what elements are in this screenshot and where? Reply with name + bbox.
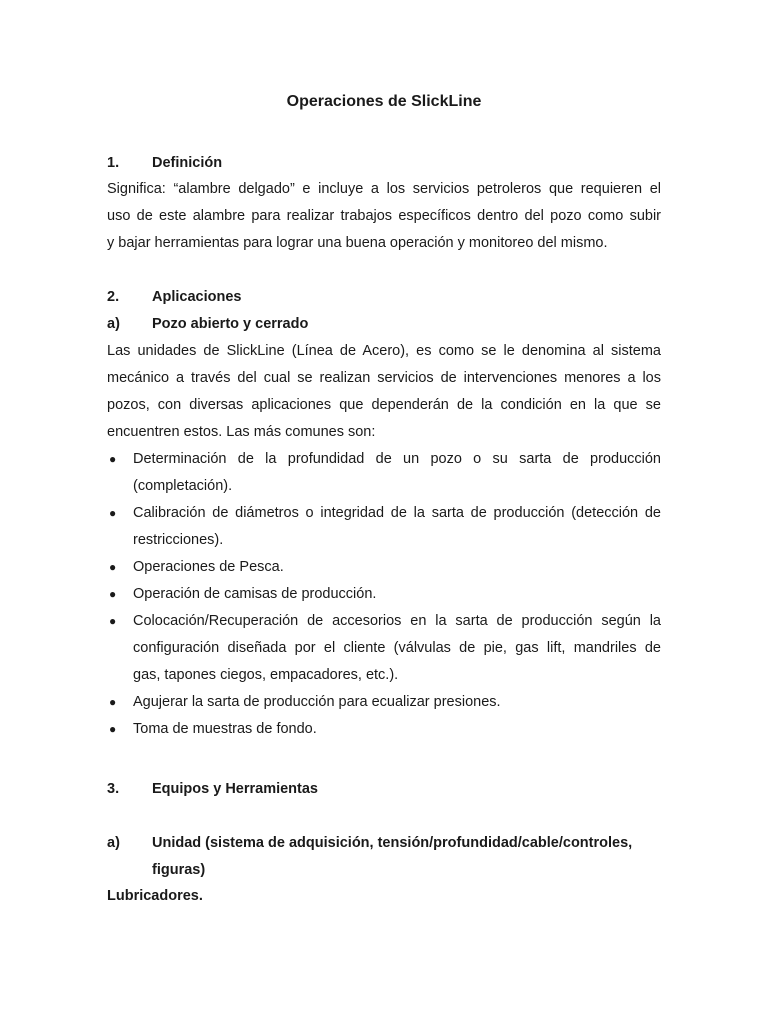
section-2-title: Aplicaciones — [152, 289, 242, 305]
section-3-heading — [107, 780, 661, 798]
section-3a-marker: a) — [107, 835, 120, 851]
list-item-line: configuración diseñada por el cliente (válvulas de pie, gas lift, mandriles de — [133, 640, 661, 656]
bullet-icon: ● — [109, 587, 117, 601]
section-1-title: Definición — [152, 155, 223, 171]
section-2a-title: Pozo abierto y cerrado — [152, 316, 309, 332]
bullet-icon: ● — [109, 614, 117, 628]
section-3-title: Equipos y Herramientas — [152, 781, 318, 797]
section-2-heading — [107, 288, 661, 306]
list-item-line: Operaciones de Pesca. — [133, 559, 284, 575]
list-item — [107, 608, 661, 689]
list-item-line: Operación de camisas de producción. — [133, 586, 377, 602]
list-item-line: Calibración de diámetros o integridad de la sarta de producción (detección de — [133, 505, 661, 521]
list-item-line: restricciones). — [133, 532, 224, 548]
section-2-number: 2. — [107, 289, 120, 305]
paragraph-line: y bajar herramientas para lograr una buena operación y monitoreo del mismo. — [107, 235, 608, 251]
list-item — [107, 446, 661, 500]
lubricators-label: Lubricadores. — [107, 888, 203, 904]
paragraph-line: Significa: “alambre delgado” e incluye a los servicios petroleros que requieren el — [107, 181, 661, 197]
list-item — [107, 689, 661, 716]
section-3a-title — [152, 830, 661, 883]
section-2a-heading — [107, 315, 661, 333]
bullet-icon: ● — [109, 695, 117, 709]
list-item-line: Determinación de la profundidad de un pozo o su sarta de producción — [133, 451, 661, 467]
section-1-number: 1. — [107, 155, 120, 171]
list-item — [107, 716, 661, 743]
section-3a-title-line: figuras) — [152, 861, 206, 878]
list-item-line: (completación). — [133, 478, 233, 494]
section-1-heading — [107, 154, 661, 172]
bullet-icon: ● — [109, 506, 117, 520]
bullet-icon: ● — [109, 560, 117, 574]
document-title: Operaciones de SlickLine — [286, 93, 482, 110]
paragraph-line: uso de este alambre para realizar trabajos específicos dentro del pozo como subir — [107, 208, 661, 224]
list-item-line: gas, tapones ciegos, empacadores, etc.). — [133, 667, 399, 683]
bullet-icon: ● — [109, 722, 117, 736]
section-3a-title-line: Unidad (sistema de adquisición, tensión/profundidad/cable/controles, — [152, 835, 633, 851]
paragraph-line: pozos, con diversas aplicaciones que dependerán de la condición en la que se — [107, 397, 661, 413]
paragraph-line: mecánico a través del cual se realizan servicios de intervenciones menores a los — [107, 370, 661, 386]
list-item — [107, 581, 661, 608]
list-item — [107, 554, 661, 581]
list-item-line: Agujerar la sarta de producción para ecualizar presiones. — [133, 694, 501, 710]
paragraph-line: Las unidades de SlickLine (Línea de Acero), es como se le denomina al sistema — [107, 343, 661, 359]
section-1-paragraph — [107, 176, 661, 257]
list-item — [107, 500, 661, 554]
paragraph-line: encuentren estos. Las más comunes son: — [107, 424, 376, 440]
bullet-icon: ● — [109, 452, 117, 466]
list-item-line: Toma de muestras de fondo. — [133, 721, 317, 737]
applications-list — [107, 446, 661, 743]
list-item-line: Colocación/Recuperación de accesorios en la sarta de producción según la — [133, 613, 661, 629]
section-2-paragraph — [107, 338, 661, 446]
section-2a-marker: a) — [107, 316, 120, 332]
section-3a-heading — [107, 830, 661, 883]
section-3-number: 3. — [107, 781, 120, 797]
